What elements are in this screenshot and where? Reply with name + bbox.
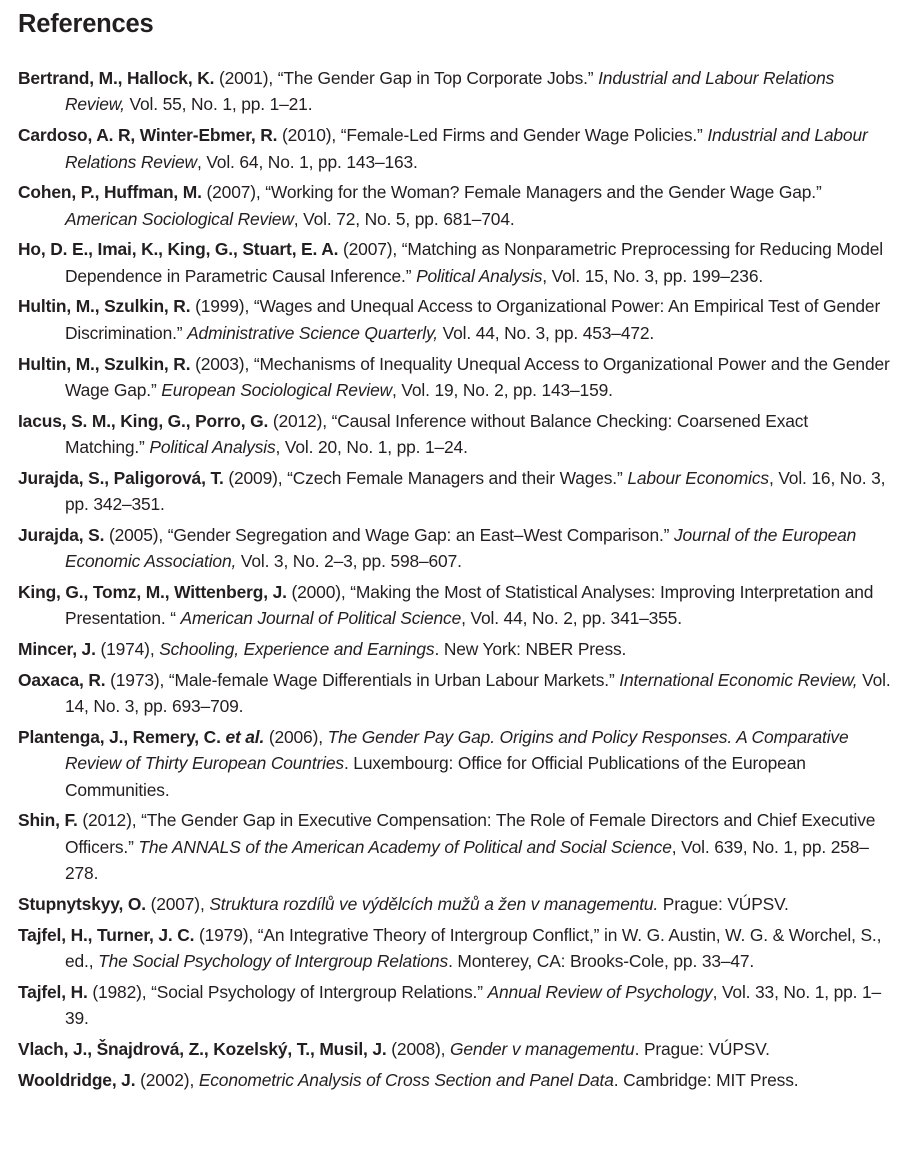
reference-year: (1982), bbox=[87, 981, 152, 1002]
reference-authors: Hultin, M., Szulkin, R. bbox=[18, 353, 191, 374]
reference-item bbox=[18, 922, 891, 975]
reference-details: . Luxembourg: Office for Official Publications of the European Communities. bbox=[65, 753, 806, 800]
reference-venue: American Sociological Review bbox=[65, 208, 294, 229]
reference-authors: Tajfel, H. bbox=[18, 981, 88, 1002]
reference-title: “Mechanisms of Inequality Unequal Access to Organizational Power and the Gender Wage Gap.” bbox=[65, 353, 890, 400]
reference-details: , Vol. 639, No. 1, pp. 258–278. bbox=[65, 836, 869, 884]
reference-authors: Cohen, P., Huffman, M. bbox=[18, 182, 202, 203]
reference-year: (2001), bbox=[214, 68, 278, 88]
reference-details: Vol. 14, No. 3, pp. 693–709. bbox=[65, 669, 891, 717]
reference-authors: Tajfel, H., Turner, J. C. bbox=[18, 924, 195, 945]
reference-item bbox=[18, 465, 891, 518]
reference-book-title: Struktura rozdílů ve výdělcích mužů a žen v managementu. bbox=[209, 893, 659, 914]
reference-details: , Vol. 33, No. 1, pp. 1–39. bbox=[65, 981, 882, 1029]
reference-et-al: et al. bbox=[225, 726, 265, 747]
reference-item bbox=[18, 351, 891, 404]
reference-title: “Working for the Woman? Female Managers and the Gender Wage Gap.” bbox=[265, 182, 822, 203]
reference-item bbox=[18, 122, 891, 175]
reference-item bbox=[18, 636, 891, 662]
reference-title: “An Integrative Theory of Intergroup Conflict,” in W. G. Austin, W. G. & Worchel, S., ed., bbox=[65, 924, 882, 972]
reference-authors: Shin, F. bbox=[18, 810, 78, 831]
reference-year: (2007), bbox=[338, 239, 402, 260]
reference-year: (2005), bbox=[104, 524, 168, 545]
reference-venue: The Social Psychology of Intergroup Relations bbox=[98, 951, 449, 972]
reference-year: (1979), bbox=[194, 924, 258, 945]
reference-title: “The Gender Gap in Executive Compensation: The Role of Female Directors and Chief Executive Officers.” bbox=[65, 810, 876, 857]
reference-title: “Wages and Unequal Access to Organizational Power: An Empirical Test of Gender Discrimination.” bbox=[65, 296, 881, 343]
reference-authors: Stupnytskyy, O. bbox=[18, 893, 146, 914]
reference-item bbox=[18, 807, 891, 886]
reference-year: (2007), bbox=[201, 182, 266, 203]
reference-venue: Journal of the European Economic Association, bbox=[65, 524, 857, 572]
reference-details: , Vol. 72, No. 5, pp. 681–704. bbox=[293, 208, 515, 229]
reference-item bbox=[18, 1067, 891, 1093]
reference-list bbox=[18, 65, 891, 1093]
reference-authors: Jurajda, S., Paligorová, T. bbox=[18, 467, 224, 488]
reference-item bbox=[18, 293, 891, 346]
reference-venue: American Journal of Political Science bbox=[180, 608, 462, 629]
reference-year: (1974), bbox=[95, 639, 160, 660]
reference-venue: Political Analysis bbox=[416, 265, 543, 286]
reference-authors: Plantenga, J., Remery, C. bbox=[18, 726, 226, 747]
reference-book-title: Econometric Analysis of Cross Section and Panel Data bbox=[198, 1069, 614, 1090]
reference-authors: Hultin, M., Szulkin, R. bbox=[18, 296, 191, 317]
reference-year: (2007), bbox=[145, 893, 210, 914]
reference-details: , Vol. 15, No. 3, pp. 199–236. bbox=[542, 265, 764, 286]
section-heading: References bbox=[18, 10, 154, 38]
reference-authors: Cardoso, A. R, Winter-Ebmer, R. bbox=[18, 125, 278, 146]
reference-item bbox=[18, 979, 891, 1032]
reference-title: “Gender Segregation and Wage Gap: an East–West Comparison.” bbox=[167, 524, 674, 545]
reference-details: . Cambridge: MIT Press. bbox=[613, 1069, 799, 1090]
reference-venue: Administrative Science Quarterly, bbox=[187, 322, 438, 343]
reference-details: , Vol. 19, No. 2, pp. 143–159. bbox=[392, 379, 613, 400]
reference-venue: International Economic Review, bbox=[619, 669, 858, 690]
reference-details: , Vol. 20, No. 1, pp. 1–24. bbox=[275, 437, 468, 458]
reference-authors: Bertrand, M., Hallock, K. bbox=[18, 68, 215, 88]
reference-details: Vol. 55, No. 1, pp. 1–21. bbox=[124, 94, 313, 115]
reference-details: . Monterey, CA: Brooks-Cole, pp. 33–47. bbox=[448, 951, 755, 972]
reference-item bbox=[18, 579, 891, 632]
reference-item bbox=[18, 891, 891, 917]
reference-authors: Ho, D. E., Imai, K., King, G., Stuart, E. A. bbox=[18, 239, 339, 260]
reference-venue: Annual Review of Psychology bbox=[487, 981, 713, 1002]
reference-venue: Labour Economics bbox=[627, 467, 769, 488]
reference-item bbox=[18, 1036, 891, 1062]
reference-item bbox=[18, 522, 891, 575]
reference-year: (2002), bbox=[135, 1069, 199, 1090]
reference-item bbox=[18, 236, 891, 289]
reference-venue: European Sociological Review bbox=[161, 379, 393, 400]
reference-year: (2012), bbox=[77, 810, 142, 831]
reference-book-title: Gender v managementu bbox=[450, 1038, 635, 1059]
reference-details: , Vol. 16, No. 3, pp. 342–351. bbox=[65, 467, 886, 515]
reference-year: (2010), bbox=[277, 125, 341, 146]
reference-year: (2012), bbox=[268, 410, 332, 431]
reference-book-title: The Gender Pay Gap. Origins and Policy Responses. A Comparative Review of Thirty European Countries bbox=[65, 726, 849, 774]
reference-year: (1973), bbox=[105, 669, 169, 690]
reference-details: , Vol. 44, No. 2, pp. 341–355. bbox=[461, 608, 682, 629]
reference-details: Vol. 44, No. 3, pp. 453–472. bbox=[437, 322, 655, 343]
reference-title: “Female-Led Firms and Gender Wage Policies.” bbox=[340, 125, 708, 146]
reference-title: “Male-female Wage Differentials in Urban Labour Markets.” bbox=[168, 669, 620, 690]
reference-item bbox=[18, 724, 891, 803]
reference-venue: Political Analysis bbox=[149, 437, 276, 458]
reference-details: , Vol. 64, No. 1, pp. 143–163. bbox=[196, 151, 418, 172]
reference-item bbox=[18, 408, 891, 461]
reference-title: “Matching as Nonparametric Preprocessing for Reducing Model Dependence in Parametric Causal Inference.” bbox=[65, 239, 883, 286]
reference-authors: Vlach, J., Šnajdrová, Z., Kozelský, T., Musil, J. bbox=[18, 1038, 387, 1059]
reference-authors: Jurajda, S. bbox=[18, 524, 105, 545]
reference-title: “Social Psychology of Intergroup Relations.” bbox=[151, 981, 488, 1002]
reference-item bbox=[18, 65, 891, 118]
reference-venue: Industrial and Labour Relations Review bbox=[65, 125, 868, 172]
reference-details: . New York: NBER Press. bbox=[434, 639, 627, 660]
reference-year: (2009), bbox=[223, 467, 288, 488]
reference-title: “The Gender Gap in Top Corporate Jobs.” bbox=[277, 68, 599, 88]
reference-year: (2006), bbox=[264, 726, 328, 747]
reference-authors: Iacus, S. M., King, G., Porro, G. bbox=[18, 410, 269, 431]
reference-title: “Making the Most of Statistical Analyses: Improving Interpretation and Presentation. “ bbox=[65, 581, 874, 629]
reference-item bbox=[18, 667, 891, 720]
reference-venue: The ANNALS of the American Academy of Political and Social Science bbox=[138, 836, 672, 857]
reference-details: . Prague: VÚPSV. bbox=[634, 1038, 770, 1059]
reference-authors: King, G., Tomz, M., Wittenberg, J. bbox=[18, 581, 287, 602]
reference-authors: Wooldridge, J. bbox=[18, 1069, 136, 1090]
reference-year: (1999), bbox=[190, 296, 254, 317]
reference-details: Vol. 3, No. 2–3, pp. 598–607. bbox=[236, 551, 462, 572]
reference-year: (2008), bbox=[386, 1038, 451, 1059]
reference-title: “Czech Female Managers and their Wages.” bbox=[287, 467, 628, 488]
reference-authors: Oaxaca, R. bbox=[18, 669, 106, 690]
reference-venue: Industrial and Labour Relations Review, bbox=[65, 68, 835, 115]
reference-year: (2000), bbox=[286, 581, 351, 602]
reference-authors: Mincer, J. bbox=[18, 639, 96, 660]
reference-details: Prague: VÚPSV. bbox=[658, 893, 789, 914]
reference-book-title: Schooling, Experience and Earnings bbox=[159, 639, 435, 660]
reference-title: “Causal Inference without Balance Checking: Coarsened Exact Matching.” bbox=[65, 410, 809, 458]
reference-year: (2003), bbox=[190, 353, 254, 374]
reference-item bbox=[18, 179, 891, 232]
